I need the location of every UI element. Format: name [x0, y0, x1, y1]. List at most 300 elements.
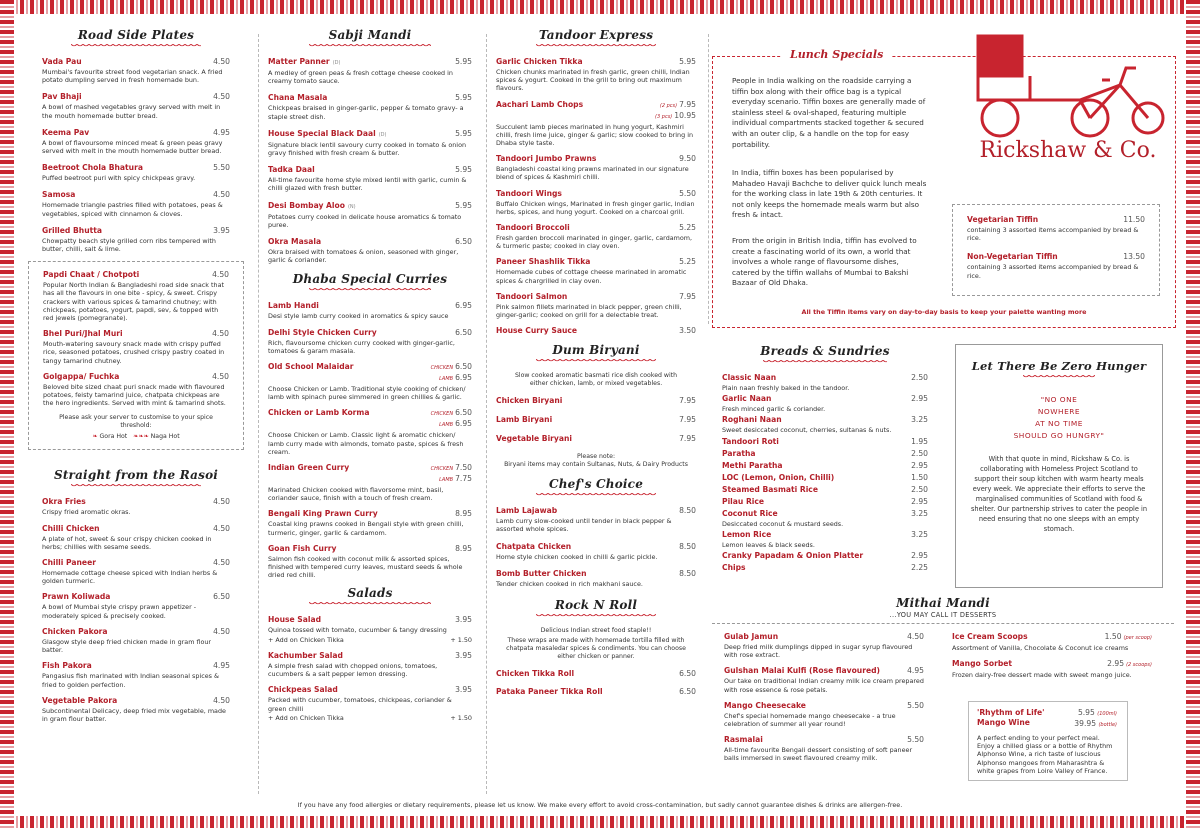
item-desc: Choose Chicken or Lamb. Traditional style cooking of chicken/ lamb with spinach puree simmered in green chillies & garlic. [268, 385, 466, 402]
price-value: 13.50 [1123, 252, 1145, 262]
item-price [907, 735, 924, 745]
section-title-dhaba: Dhaba Special Curries [292, 272, 448, 287]
menu-item [496, 506, 696, 533]
item-name-text: House Salad [268, 615, 322, 625]
item-price [907, 666, 924, 676]
item-price [431, 408, 472, 430]
item-row [268, 328, 472, 338]
menu-item [496, 189, 696, 216]
item-row [268, 463, 472, 485]
menu-item [42, 57, 230, 84]
price-value: 8.50 [679, 568, 696, 578]
menu-item [43, 372, 229, 408]
item-row [722, 394, 928, 404]
item-name [496, 669, 574, 679]
item-row [496, 57, 696, 67]
menu-item [268, 509, 472, 536]
item-name [496, 687, 603, 697]
price-value: 5.50 [907, 735, 924, 745]
item-row [268, 57, 472, 68]
mango-wine-box [968, 701, 1128, 781]
item-name [724, 735, 763, 745]
item-desc: Coastal king prawns cooked in Bengali style with green chilli, turmeric, ginger, garlic & cardamom. [268, 520, 464, 537]
item-row [496, 326, 696, 336]
item-row [496, 189, 696, 199]
lunch-footnote: All the Tiffin items vary on day-to-day basis to keep your palette wanting more [801, 308, 1087, 316]
item-name-text: Paneer Shashlik Tikka [496, 257, 591, 267]
item-name [722, 437, 779, 447]
price-value: 4.50 [213, 523, 230, 533]
price-value: 6.50 [455, 327, 472, 337]
item-name [496, 189, 562, 199]
item-name-text: Garlic Chicken Tikka [496, 57, 583, 66]
item-name [42, 163, 143, 173]
roll-list [496, 669, 696, 697]
price-value: 4.50 [213, 92, 230, 102]
mithai-divider [712, 623, 1174, 624]
item-desc: Plain naan freshly baked in the tandoor. [722, 384, 850, 392]
item-name-text: Rasmalai [724, 735, 763, 745]
item-name-text: Bengali King Prawn Curry [268, 509, 378, 519]
item-name-text: Bomb Butter Chicken [496, 568, 587, 578]
item-name [268, 328, 377, 338]
item-row [268, 201, 472, 212]
item-row [268, 362, 472, 384]
item-desc: Chicken chunks marinated in fresh garlic, green chilli, Indian spices & yogurt. Cooked in the grill to bring out maximum flavours. [496, 68, 690, 93]
item-name-text: Gulshan Malai Kulfi (Rose flavoured) [724, 666, 881, 676]
item-row [43, 372, 229, 382]
item-desc: A bowl of Mumbai style crispy prawn appetizer - moderately spiced & precisely cooked. [42, 603, 197, 620]
item-name [43, 372, 119, 382]
item-row [268, 408, 472, 430]
item-name [952, 659, 1012, 669]
item-desc: Potatoes curry cooked in delicate house aromatics & tomato puree. [268, 212, 462, 229]
menu-item [496, 57, 696, 93]
item-row [42, 497, 230, 507]
menu-item [496, 542, 696, 561]
menu-item [43, 329, 229, 365]
item-row [496, 506, 696, 516]
item-name [268, 651, 343, 661]
breads-column [722, 344, 928, 575]
item-name [268, 509, 378, 519]
item-name-text: Mango Sorbet [952, 659, 1013, 669]
item-name-text: LOC (Lemon, Onion, Chilli) [722, 472, 835, 482]
item-desc: Desi style lamb curry cooked in aromatics & spicy sauce [268, 312, 449, 321]
roll-intro-1: Delicious Indian street food staple!! [540, 627, 652, 635]
section-title-biryani: Dum Biryani [552, 343, 640, 358]
item-price [911, 509, 928, 519]
price-value: 3.95 [455, 650, 472, 660]
item-name-text: Kachumber Salad [268, 650, 343, 660]
item-row [496, 154, 696, 164]
section-title-chefs: Chef's Choice [548, 477, 644, 492]
item-row [724, 701, 924, 711]
item-name-text: Lemon Rice [722, 529, 772, 539]
price-value: 7.95 [679, 396, 696, 406]
item-name [724, 632, 778, 642]
quote-line: NOWHERE [1037, 407, 1081, 416]
price-value: 2.50 [911, 448, 928, 458]
wavy-divider [1023, 375, 1096, 380]
wine-row [977, 708, 1119, 730]
item-desc: Homemade triangle pastries filled with potatoes, peas & vegetables, spiced with cinnamon & cloves. [42, 201, 223, 218]
item-name-text: House Special Black Daal [268, 128, 376, 138]
price-value: 5.95 [455, 200, 472, 210]
menu-item [42, 190, 230, 217]
item-price [1107, 659, 1152, 670]
item-name [42, 92, 82, 102]
item-row [967, 215, 1145, 225]
item-price [455, 129, 472, 139]
item-price [213, 226, 230, 236]
price-label: (per scoop) [1123, 635, 1152, 641]
price-value: 7.95 [679, 415, 696, 425]
item-desc: Lamb curry slow-cooked until tender in black pepper & assorted whole spices. [496, 517, 672, 534]
price-label: (3 pcs) [655, 113, 673, 120]
item-desc: Packed with cucumber, tomatoes, chickpeas, coriander & green chilli [268, 696, 452, 713]
spice-gora: Gora Hot [99, 433, 128, 441]
item-name [722, 473, 834, 483]
item-name-text: Gulab Jamun [724, 632, 779, 641]
price-value: 4.95 [213, 127, 230, 137]
menu-item [42, 592, 230, 619]
price-value: 5.25 [679, 223, 696, 233]
item-name-text: Beetroot Chola Bhatura [42, 163, 143, 173]
menu-item [496, 292, 696, 319]
section-title-salads: Salads [347, 586, 393, 601]
item-name [268, 615, 321, 625]
item-name-text: Chatpata Chicken [496, 541, 572, 551]
price-value: 3.95 [455, 685, 472, 695]
menu-item [268, 463, 472, 502]
chilli-icon: ❧ [92, 433, 98, 441]
wavy-divider [763, 360, 887, 365]
salads-list [268, 615, 472, 721]
item-name-text: Vegetable Pakora [42, 695, 118, 705]
price-value: 1.50 [1104, 632, 1122, 641]
quote-line: AT NO TIME [1035, 419, 1083, 428]
item-name-text: Matter Panner [268, 57, 330, 66]
add-on-price: + 1.50 [450, 635, 472, 644]
menu-item [268, 237, 472, 264]
menu-item [268, 165, 472, 192]
item-desc: Sweet desiccated coconut, cherries, sultanas & nuts. [722, 426, 892, 435]
item-name-text: Tandoori Salmon [496, 291, 568, 301]
item-row [722, 373, 928, 383]
price-value: 4.50 [212, 371, 229, 381]
item-desc: Buffalo Chicken wings, Marinated in fresh ginger garlic, Indian herbs, spices, and hung yogurt. Cooked on a charcoal grill. [496, 199, 695, 216]
item-row [967, 252, 1145, 262]
item-row [42, 558, 230, 568]
price-value: 11.50 [1123, 215, 1145, 224]
mithai-list-left [724, 632, 924, 770]
breads-list [722, 373, 928, 573]
item-name-text: Non-Vegetarian Tiffin [967, 252, 1058, 262]
item-name [42, 661, 92, 671]
item-price [455, 615, 472, 625]
item-name [722, 449, 756, 459]
price-value: 6.50 [679, 687, 696, 697]
item-row [496, 569, 696, 579]
item-name [43, 329, 123, 339]
biryani-note-title: Please note: [576, 453, 616, 461]
item-row [268, 544, 472, 554]
item-name-text: Tandoori Broccoli [496, 223, 570, 233]
wine-price-glass-label: (100ml) [1097, 711, 1117, 717]
item-price [213, 128, 230, 138]
item-price [1074, 708, 1119, 730]
item-price [455, 328, 472, 338]
item-name [42, 190, 75, 200]
item-price [213, 592, 230, 602]
price-value: 2.95 [1107, 659, 1125, 669]
item-desc: Chef's special homemade mango cheesecake - a true celebration of summer all year round! [724, 711, 896, 729]
item-name-text: Chilli Chicken [42, 523, 100, 533]
menu-item [722, 509, 928, 528]
item-name [268, 463, 349, 473]
item-row [722, 473, 928, 483]
item-name-text: Papdi Chaat / Chotpoti [43, 270, 140, 280]
item-desc: Bangladeshi coastal king prawns marinated in our signature blend of spices & Kashmiri chilli. [496, 165, 689, 182]
item-price [1123, 252, 1145, 262]
item-name [722, 530, 771, 540]
price-value: 6.50 [455, 408, 472, 418]
item-name-text: Lamb Lajawab [496, 506, 558, 516]
item-name [496, 257, 590, 267]
item-name-text: Ice Cream Scoops [952, 632, 1028, 641]
item-name [496, 415, 552, 425]
price-value: 3.95 [455, 615, 472, 625]
section-title-tandoor: Tandoor Express [538, 28, 654, 42]
item-name [268, 237, 321, 247]
menu-item [42, 524, 230, 551]
menu-item [952, 632, 1152, 652]
item-name [42, 558, 96, 568]
item-desc: Crispy fried aromatic okras. [42, 508, 131, 517]
price-value: 5.50 [213, 163, 230, 173]
item-row [42, 190, 230, 200]
item-row [42, 128, 230, 138]
item-desc: Home style chicken cooked in chilli & garlic pickle. [496, 552, 658, 561]
item-name-text: Tandoori Jumbo Prawns [496, 154, 597, 164]
item-row [496, 434, 696, 444]
spice-legend [43, 433, 229, 441]
menu-item [496, 396, 696, 406]
item-name-text: Chips [722, 563, 746, 573]
item-name [496, 569, 586, 579]
item-name [268, 165, 315, 175]
wavy-divider [309, 288, 431, 293]
item-name [722, 485, 818, 495]
item-name [952, 632, 1028, 642]
item-name [722, 394, 771, 404]
item-price [679, 506, 696, 516]
column-3 [496, 28, 696, 705]
item-name [42, 627, 108, 637]
item-name [496, 326, 577, 336]
item-price [213, 558, 230, 568]
wavy-divider [536, 493, 656, 498]
item-name-text: Keema Pav [42, 127, 90, 137]
item-name-text: Prawn Koliwada [42, 592, 111, 602]
item-name-text: Pav Bhaji [42, 92, 82, 102]
item-price [679, 326, 696, 336]
price-value: 4.95 [907, 666, 924, 676]
item-price [911, 394, 928, 404]
item-price [679, 292, 696, 302]
menu-item [268, 408, 472, 456]
item-row [722, 437, 928, 447]
zero-hunger-title: Let There Be Zero Hunger [971, 359, 1147, 373]
item-row [42, 57, 230, 67]
price-value: 2.95 [911, 460, 928, 470]
item-name [42, 128, 89, 138]
item-row [268, 301, 472, 311]
item-desc: A perfect ending to your perfect meal. Enjoy a chilled glass or a bottle of Rhythm Alphonso Wine, a rich taste of luscious Alphonso mangoes from Maharashtra & white grapes from Loire Valley of France. [977, 734, 1113, 775]
item-price [455, 57, 472, 67]
item-name [722, 509, 778, 519]
item-name-text: Tandoori Roti [722, 436, 779, 446]
price-value: 5.50 [907, 700, 924, 710]
price-value: 2.95 [911, 551, 928, 561]
item-desc: Mumbai's favourite street food vegetarian snack. A fried potato dumpling served in fresh homemade bun. [42, 68, 223, 85]
item-name-text: Okra Fries [42, 497, 86, 507]
item-row [722, 497, 928, 507]
menu-item [724, 632, 924, 659]
item-desc: A simple fresh salad with chopped onions, tomatoes, cucumbers & a salt pepper lemon dressing. [268, 661, 438, 679]
zero-hunger-text: With that quote in mind, Rickshaw & Co. is collaborating with Homeless Project Scotland to support their soup kitchen with warm hearty meals every week. We appreciate their efforts to serve the marginalised communities of Scotland with food & shelter. Our partnership strives to cater the people in need ensuring that no one sleeps with an empty stomach. [970, 455, 1148, 533]
item-desc: Beloved bite sized chaat puri snack made with flavoured potatoes, feisty tamarind juice, chatpata chickpeas are the hero ingredients. Served with mint & tamarind shots. [43, 382, 226, 408]
chefs-list [496, 506, 696, 588]
price-value: 5.25 [679, 257, 696, 267]
item-price [213, 190, 230, 200]
price-value: 8.95 [455, 509, 472, 519]
item-name-text: Okra Masala [268, 237, 322, 247]
item-row [722, 509, 928, 519]
menu-item [722, 437, 928, 447]
price-value: 1.50 [911, 472, 928, 482]
item-name-text: Chicken Biryani [496, 396, 563, 406]
item-row [42, 163, 230, 173]
item-desc: Homemade cubes of cottage cheese marinated in aromatic spices & chargrilled in clay oven. [496, 268, 687, 285]
item-name [43, 270, 139, 280]
item-row [268, 93, 472, 103]
tiffin-list [967, 215, 1145, 280]
item-price [455, 651, 472, 661]
item-price [911, 461, 928, 471]
item-desc: Our take on traditional Indian creamy milk ice cream prepared with rose essence & rose petals. [724, 677, 924, 694]
menu-item [722, 394, 928, 413]
menu-item [496, 434, 696, 444]
item-price [907, 632, 924, 642]
item-row [496, 669, 696, 679]
menu-item [42, 92, 230, 119]
price-value: 6.95 [455, 373, 472, 383]
price-value: 4.50 [213, 57, 230, 66]
item-price [911, 497, 928, 507]
item-name [42, 592, 110, 602]
tandoor-list [496, 57, 696, 336]
price-value: 4.95 [213, 661, 230, 671]
menu-item [496, 326, 696, 336]
item-name-text: Desi Bombay Aloo [268, 200, 345, 210]
item-price [911, 415, 928, 425]
price-label: LAMB [439, 422, 454, 429]
menu-item [42, 627, 230, 654]
item-row [268, 165, 472, 175]
item-name [722, 461, 783, 471]
menu-item [268, 544, 472, 580]
wine-price-glass: 5.95 [1077, 708, 1095, 717]
menu-item [43, 270, 229, 322]
item-name-text: Chilli Paneer [42, 558, 96, 568]
menu-item [496, 100, 696, 148]
menu-item [967, 215, 1145, 242]
price-label: LAMB [439, 477, 454, 484]
decorative-border-top [0, 0, 1200, 14]
rickshaw-icon [970, 30, 1166, 140]
item-name [722, 415, 782, 425]
item-name [722, 373, 776, 383]
item-price [679, 415, 696, 425]
item-row [496, 415, 696, 425]
lunch-paragraph-3: From the origin in British India, tiffin has evolved to create a fascinating world of its own, a world that involves a whole range of flavoursome dishes, catered by the tiffin wallahs of Mumbai to Bakshi Bazaar of Old Dhaka. [732, 236, 917, 288]
lunch-paragraph-2: In India, tiffin boxes has been popularised by Mahadeo Havaji Bachche to deliver quick lunch meals for the working class in late 19th & 20th centuries. It not only keeps the homemade meals warm but also fresh & intact. [732, 168, 927, 220]
price-value: 7.95 [679, 291, 696, 301]
item-price [1105, 632, 1152, 643]
item-name-text: Tandoori Wings [496, 188, 562, 198]
item-name [496, 292, 567, 302]
column-divider [258, 34, 259, 794]
quote-line: "NO ONE [1040, 395, 1078, 404]
item-row [496, 223, 696, 233]
price-value: 3.95 [213, 225, 230, 235]
item-desc: Subcontinental Delicacy, deep fried mix vegetable, made in gram flour batter. [42, 706, 226, 723]
road-side-list [28, 57, 244, 253]
item-row [722, 415, 928, 425]
menu-item [268, 57, 472, 85]
item-desc: Choose Chicken or Lamb. Classic light & aromatic chicken/ lamb curry made with almonds, tomato paste, spices & fresh cream. [268, 431, 464, 456]
menu-item [496, 154, 696, 181]
item-name [42, 524, 100, 534]
price-value: 7.50 [455, 463, 472, 473]
item-name-text: Chicken or Lamb Korma [268, 408, 370, 418]
item-desc: A bowl of flavoursome minced meat & green peas gravy served with melt in the mouth homemade butter bread. [42, 138, 223, 156]
item-desc: All-time favourite home style mixed lentil with garlic, cumin & chilli glazed with fresh butter. [268, 176, 467, 193]
item-name-text: Lamb Handi [268, 301, 319, 311]
item-desc: Rich, flavoursome chicken curry cooked with ginger-garlic, tomatoes & garam masala. [268, 338, 455, 355]
item-name-text: Roghani Naan [722, 415, 782, 425]
item-name-text: Grilled Bhutta [42, 225, 103, 235]
item-name-text: Steamed Basmati Rice [722, 484, 818, 494]
menu-item [496, 669, 696, 679]
wine-price-bottle-label: (bottle) [1098, 722, 1117, 728]
item-row [496, 292, 696, 302]
price-value: 4.50 [212, 329, 229, 339]
price-value: 5.50 [679, 188, 696, 198]
item-name-text: Aachari Lamb Chops [496, 99, 584, 109]
item-name [496, 506, 557, 516]
menu-item [42, 226, 230, 253]
item-row [268, 615, 472, 625]
price-value: 2.50 [911, 484, 928, 494]
item-name-text: Mango Cheesecake [724, 700, 806, 710]
price-value: 7.95 [679, 99, 696, 109]
item-name [722, 563, 746, 573]
item-price [911, 563, 928, 573]
lunch-paragraph-1: People in India walking on the roadside carrying a tiffin box along with their office bag is a typical everyday scenario. Tiffin boxes are generally made of stainless steel & oval-shaped, featuring multiple individual compartments stacked together & secured with an outer clip, & a handle on the top for easy portability. [732, 76, 926, 149]
